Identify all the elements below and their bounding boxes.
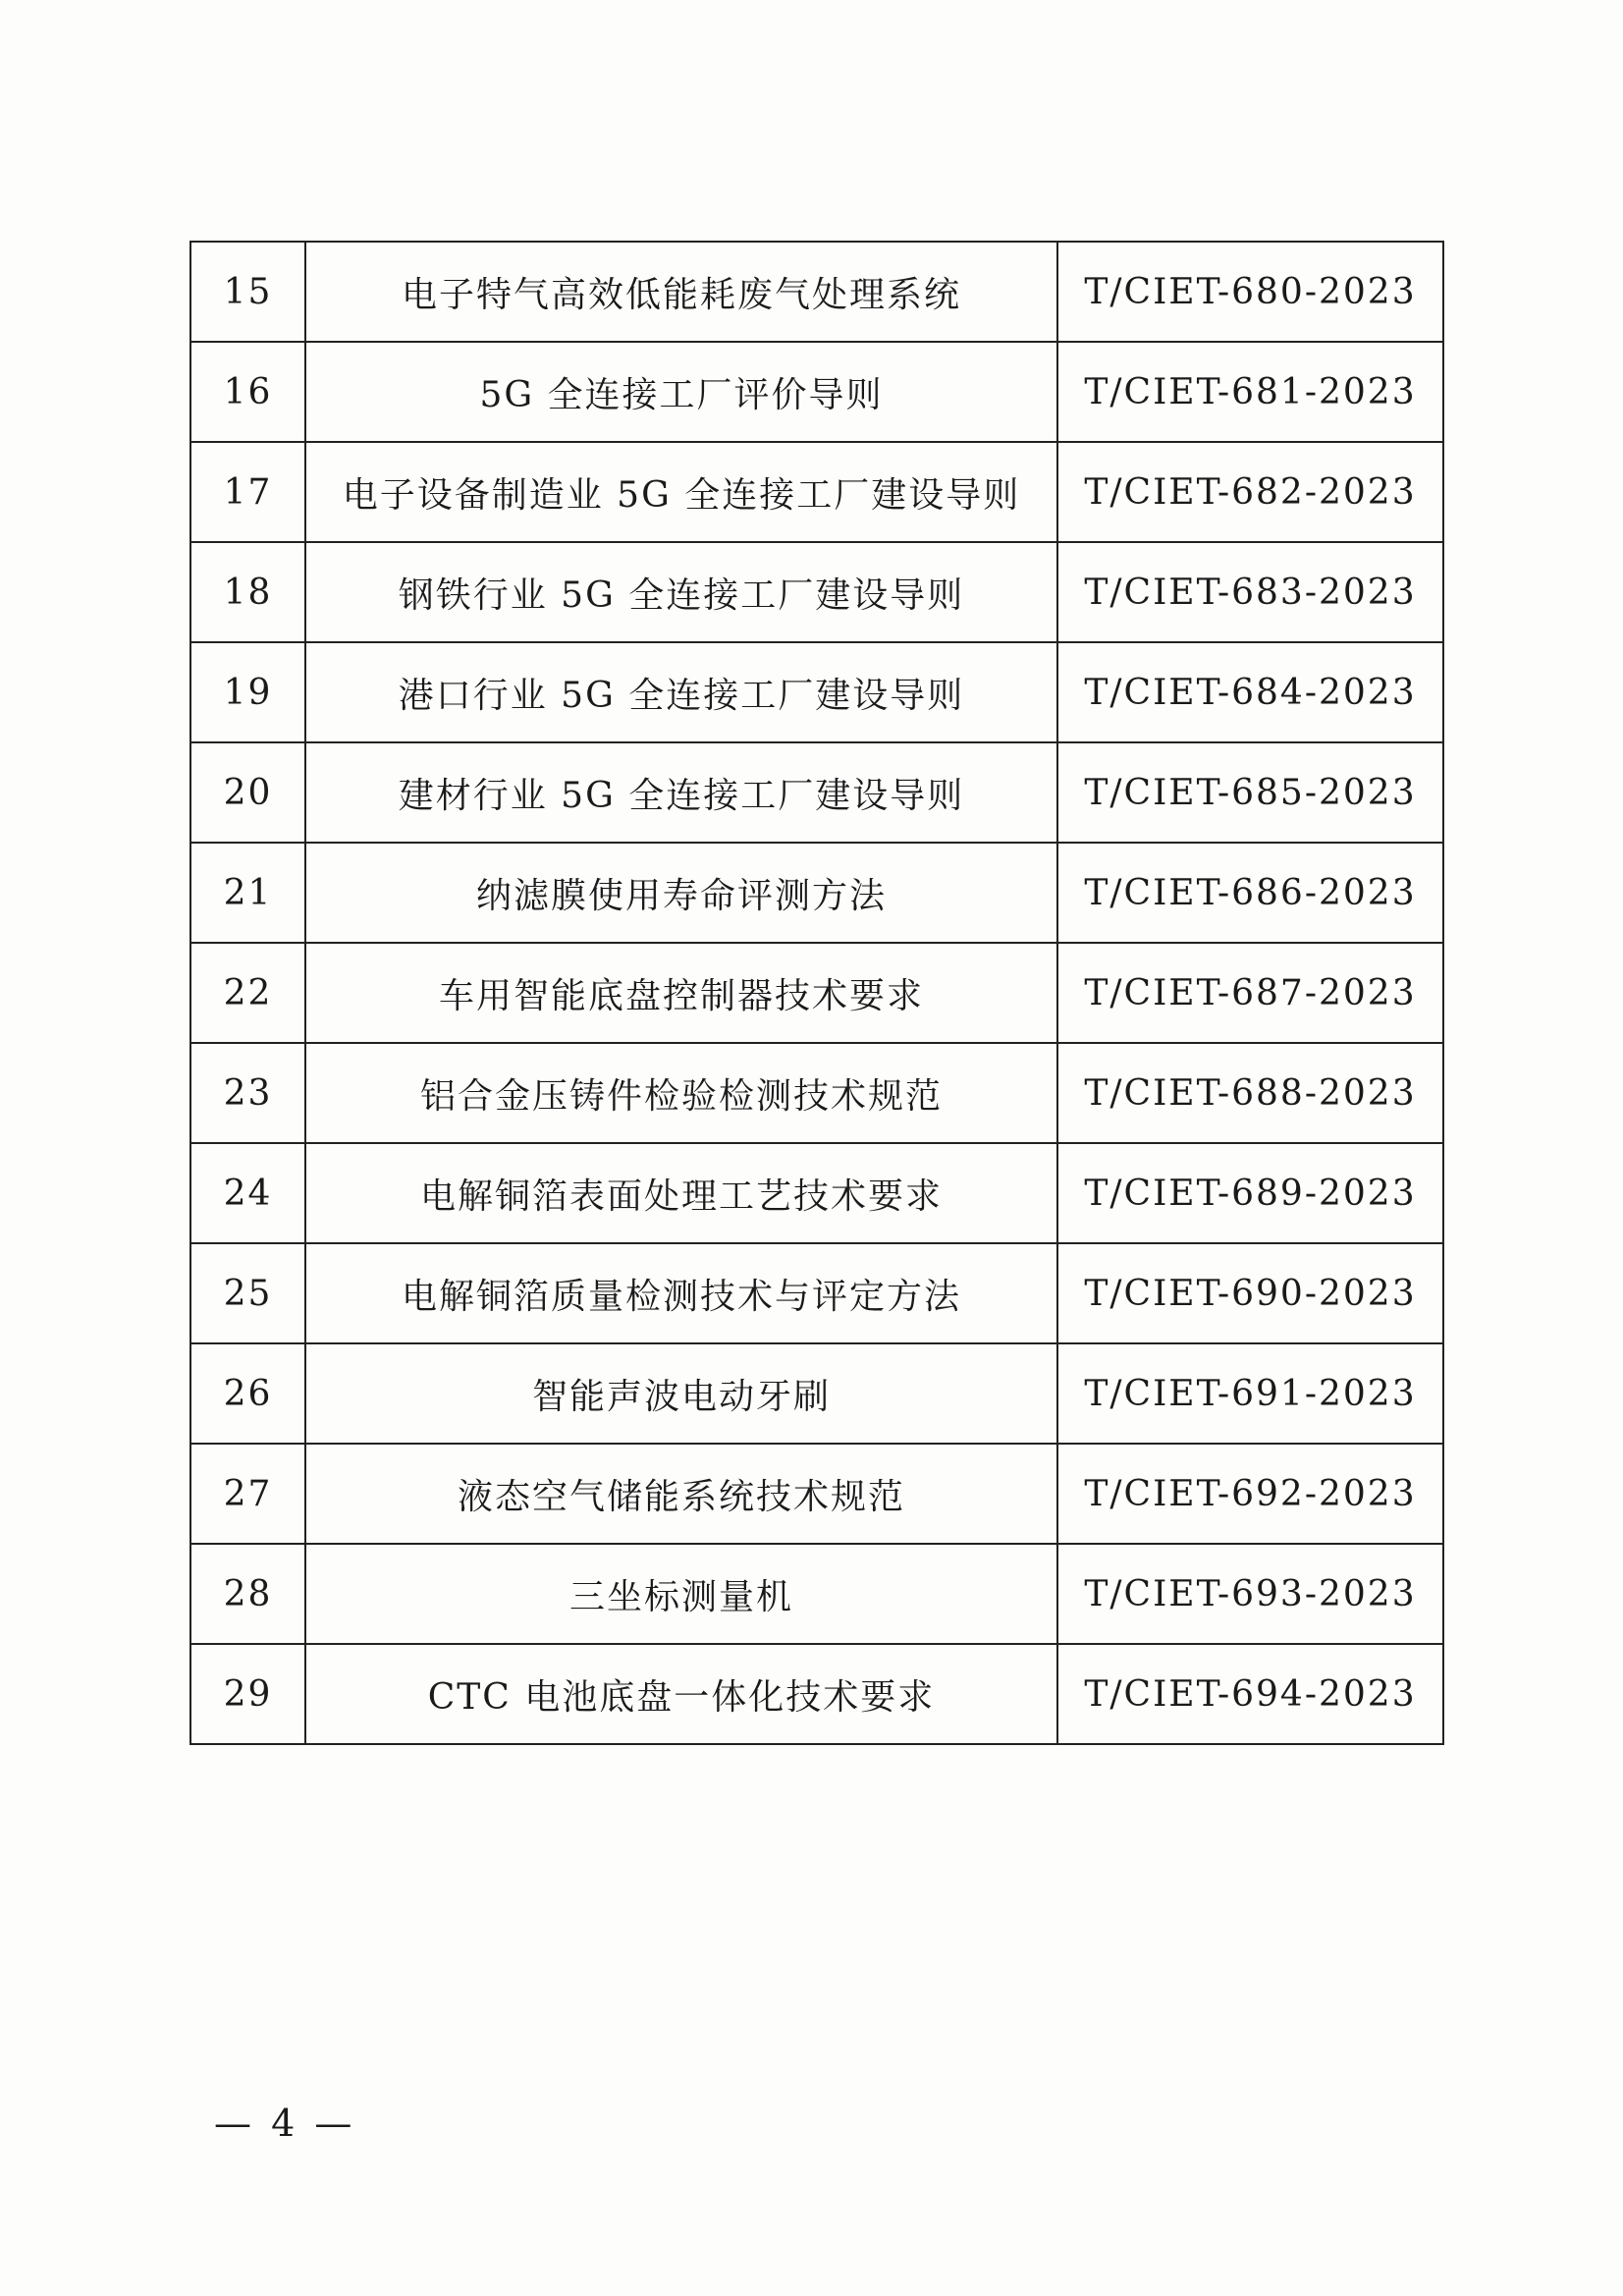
table-row xyxy=(190,1043,1443,1143)
row-number: 27 xyxy=(190,1444,305,1544)
row-number: 18 xyxy=(190,542,305,642)
standard-code: T/CIET-690-2023 xyxy=(1057,1243,1443,1343)
standard-name: CTC 电池底盘一体化技术要求 xyxy=(305,1644,1057,1744)
standard-code: T/CIET-682-2023 xyxy=(1057,442,1443,542)
standard-code: T/CIET-691-2023 xyxy=(1057,1343,1443,1444)
standard-name: 电子特气高效低能耗废气处理系统 xyxy=(305,242,1057,342)
standard-name: 5G 全连接工厂评价导则 xyxy=(305,342,1057,442)
standard-name: 三坐标测量机 xyxy=(305,1544,1057,1644)
standard-code: T/CIET-687-2023 xyxy=(1057,943,1443,1043)
row-number: 23 xyxy=(190,1043,305,1143)
table-row xyxy=(190,843,1443,943)
standards-table xyxy=(189,241,1444,1745)
standard-code: T/CIET-683-2023 xyxy=(1057,542,1443,642)
table-row xyxy=(190,642,1443,742)
table-row xyxy=(190,542,1443,642)
standard-name: 建材行业 5G 全连接工厂建设导则 xyxy=(305,742,1057,843)
table-row xyxy=(190,342,1443,442)
row-number: 28 xyxy=(190,1544,305,1644)
standard-code: T/CIET-685-2023 xyxy=(1057,742,1443,843)
row-number: 26 xyxy=(190,1343,305,1444)
row-number: 25 xyxy=(190,1243,305,1343)
page-number: — 4 — xyxy=(214,2102,356,2145)
table-row xyxy=(190,943,1443,1043)
standard-code: T/CIET-684-2023 xyxy=(1057,642,1443,742)
table-row xyxy=(190,442,1443,542)
table-row xyxy=(190,1544,1443,1644)
standard-name: 电解铜箔表面处理工艺技术要求 xyxy=(305,1143,1057,1243)
standard-code: T/CIET-681-2023 xyxy=(1057,342,1443,442)
table-row xyxy=(190,242,1443,342)
row-number: 21 xyxy=(190,843,305,943)
table-row xyxy=(190,1143,1443,1243)
row-number: 19 xyxy=(190,642,305,742)
row-number: 16 xyxy=(190,342,305,442)
standard-name: 车用智能底盘控制器技术要求 xyxy=(305,943,1057,1043)
table-row xyxy=(190,1444,1443,1544)
table-row xyxy=(190,742,1443,843)
standard-name: 港口行业 5G 全连接工厂建设导则 xyxy=(305,642,1057,742)
table-row xyxy=(190,1343,1443,1444)
standard-code: T/CIET-693-2023 xyxy=(1057,1544,1443,1644)
row-number: 20 xyxy=(190,742,305,843)
standard-name: 铝合金压铸件检验检测技术规范 xyxy=(305,1043,1057,1143)
row-number: 17 xyxy=(190,442,305,542)
standard-code: T/CIET-689-2023 xyxy=(1057,1143,1443,1243)
standards-table-body xyxy=(190,242,1443,1744)
standard-name: 电解铜箔质量检测技术与评定方法 xyxy=(305,1243,1057,1343)
standard-name: 钢铁行业 5G 全连接工厂建设导则 xyxy=(305,542,1057,642)
standard-code: T/CIET-680-2023 xyxy=(1057,242,1443,342)
standard-name: 纳滤膜使用寿命评测方法 xyxy=(305,843,1057,943)
standard-name: 智能声波电动牙刷 xyxy=(305,1343,1057,1444)
standard-code: T/CIET-692-2023 xyxy=(1057,1444,1443,1544)
table-row xyxy=(190,1644,1443,1744)
table-row xyxy=(190,1243,1443,1343)
standard-code: T/CIET-694-2023 xyxy=(1057,1644,1443,1744)
row-number: 15 xyxy=(190,242,305,342)
standard-code: T/CIET-688-2023 xyxy=(1057,1043,1443,1143)
standard-name: 液态空气储能系统技术规范 xyxy=(305,1444,1057,1544)
standard-name: 电子设备制造业 5G 全连接工厂建设导则 xyxy=(305,442,1057,542)
standard-code: T/CIET-686-2023 xyxy=(1057,843,1443,943)
row-number: 24 xyxy=(190,1143,305,1243)
row-number: 22 xyxy=(190,943,305,1043)
row-number: 29 xyxy=(190,1644,305,1744)
